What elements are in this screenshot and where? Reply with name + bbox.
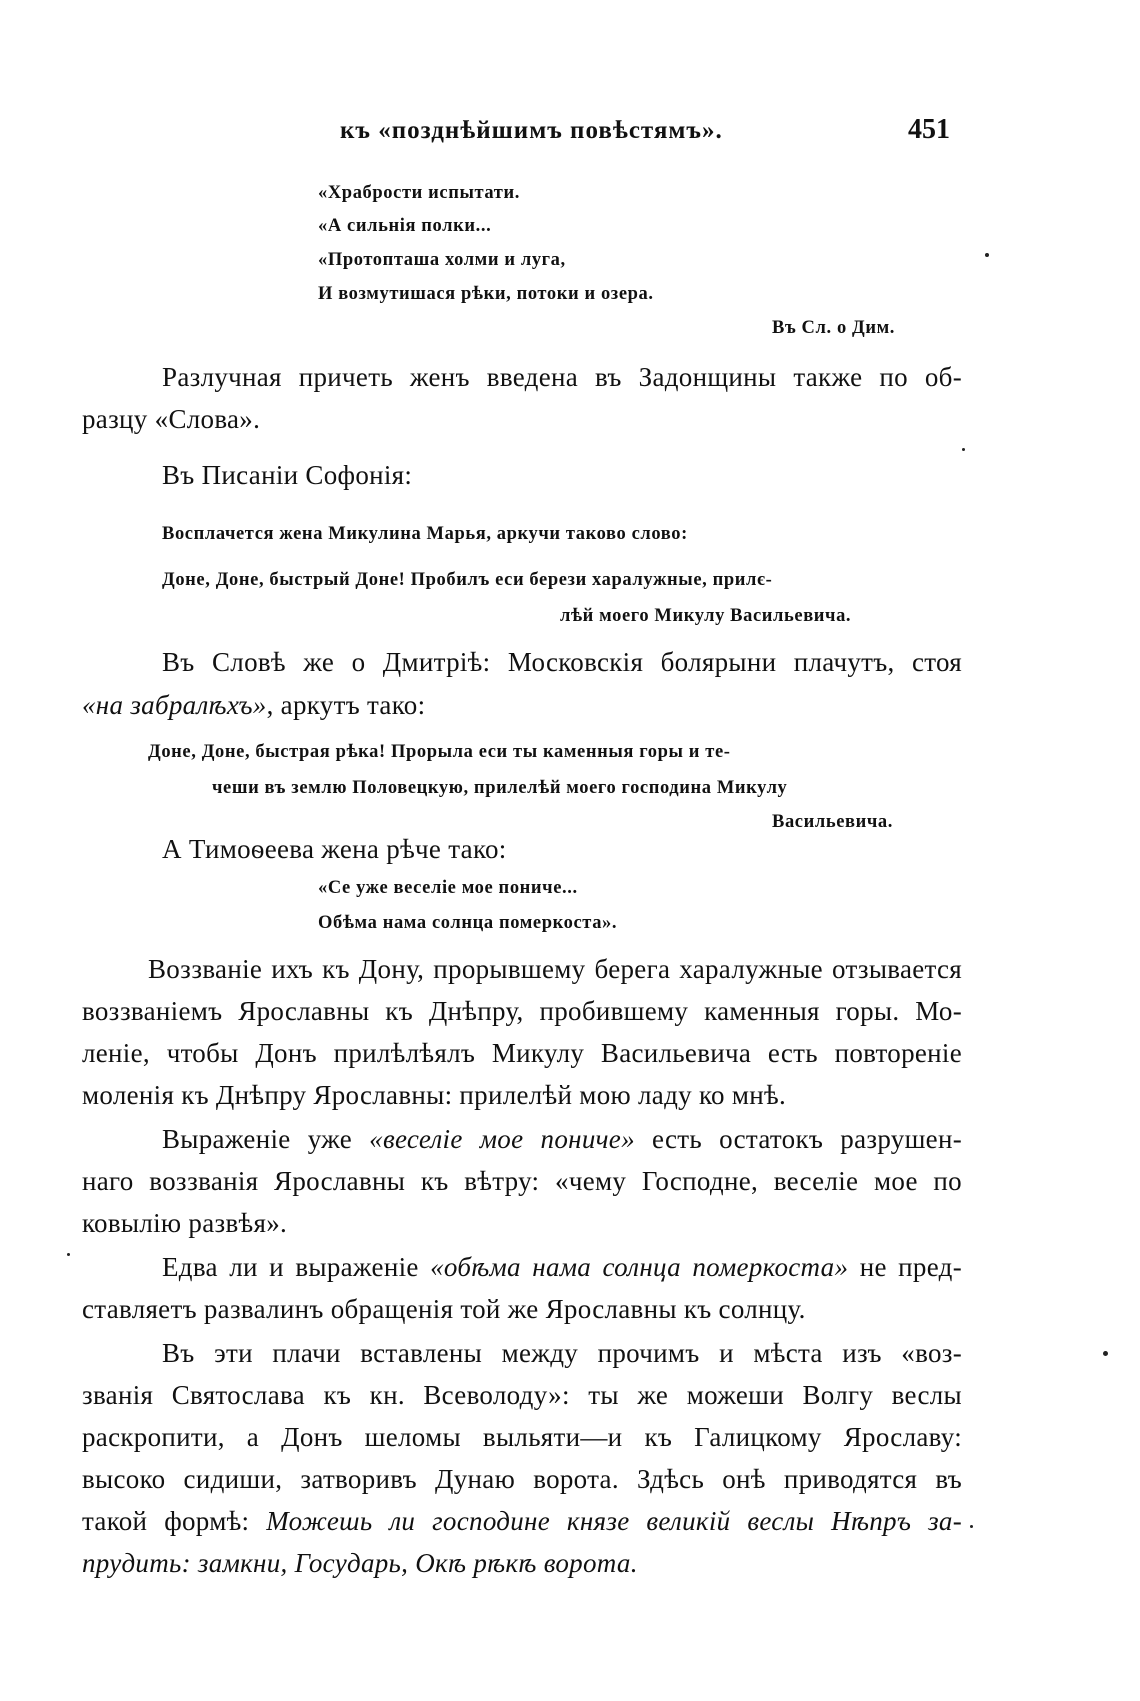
quote-line: лѣй моего Микулу Васильевича. — [560, 606, 852, 626]
paragraph-line: Въ эти плачи вставлены между прочимъ и мѣста изъ «воз- — [162, 1338, 962, 1368]
paragraph-line — [162, 1124, 962, 1155]
paragraph-line: наго воззванія Ярославны къ вѣтру: «чему Господне, веселіе мое по — [82, 1166, 962, 1196]
italic-phrase: «веселіе мое пониче» — [369, 1124, 635, 1154]
text-run: не пред- — [848, 1252, 962, 1282]
print-speck — [67, 1253, 70, 1256]
italic-phrase: «на забралѣхъ» — [82, 690, 267, 720]
text-run: Выраженіе уже — [162, 1124, 370, 1154]
running-header: къ «позднѣйшимъ повѣстямъ». — [340, 117, 723, 144]
print-speck — [985, 253, 989, 257]
poem-line: «Протопташа холми и луга, — [318, 250, 566, 270]
quote-line: Васильевича. — [772, 812, 893, 832]
quote-line: Восплачется жена Микулина Марья, аркучи таково слово: — [162, 524, 688, 544]
paragraph-line: воззваніемъ Ярославны къ Днѣпру, пробившему каменныя горы. Мо- — [82, 996, 962, 1026]
quote-line: Обѣма нама солнца померкоста». — [318, 913, 618, 933]
text-run: , аркутъ тако: — [266, 690, 426, 720]
poem-line: И возмутишася рѣки, потоки и озера. — [318, 284, 654, 304]
paragraph-line: Въ Словѣ же о Дмитріѣ: Московскія болярыни плачутъ, стоя — [162, 647, 962, 677]
text-run: такой формѣ: — [82, 1506, 267, 1536]
quote-line: чеши въ землю Половецкую, прилелѣй моего господина Микулу — [212, 778, 788, 798]
poem-line: «А сильнія полки... — [318, 216, 492, 236]
quote-line: «Се уже веселіе мое пониче... — [318, 878, 578, 898]
text-run: Едва ли и выраженіе — [162, 1252, 431, 1282]
paragraph-line: ставляетъ развалинъ обращенія той же Ярославны къ солнцу. — [82, 1294, 806, 1324]
print-speck — [962, 448, 965, 451]
poem-line: «Храбрости испытати. — [318, 183, 520, 203]
section-heading: Въ Писаніи Софонія: — [162, 460, 413, 490]
paragraph-line: А Тимоѳеева жена рѣче тако: — [162, 834, 507, 864]
page-number: 451 — [908, 114, 950, 145]
paragraph-line — [82, 1548, 638, 1579]
paragraph-line — [82, 690, 425, 721]
paragraph-line: леніе, чтобы Донъ прилѣлѣялъ Микулу Васильевича есть повтореніе — [82, 1038, 962, 1068]
paragraph-line — [82, 1506, 962, 1537]
paragraph-line — [162, 1252, 962, 1283]
paragraph-line: разцу «Слова». — [82, 404, 261, 434]
print-speck — [1103, 1351, 1108, 1356]
paragraph-line: Разлучная причеть женъ введена въ Задонщины также по об- — [162, 362, 962, 392]
paragraph-line: моленія къ Днѣпру Ярославны: прилелѣй мою ладу ко мнѣ. — [82, 1080, 787, 1110]
paragraph-line: высоко сидиши, затворивъ Дунаю ворота. Здѣсь онѣ приводятся въ — [82, 1464, 962, 1494]
text-run: есть остатокъ разрушен- — [634, 1124, 962, 1154]
italic-phrase: «обѣма нама солнца померкоста» — [430, 1252, 849, 1282]
paragraph-line: званія Святослава къ кн. Всеволоду»: ты же можеши Волгу веслы — [82, 1380, 962, 1410]
italic-phrase: Можешь ли господине князе великій веслы Нѣпръ за- — [266, 1506, 962, 1536]
paragraph-line: Воззваніе ихъ къ Дону, прорывшему берега харалужные отзывается — [148, 954, 962, 984]
quote-line: Доне, Доне, быстрая рѣка! Прорыла еси ты каменныя горы и те- — [148, 742, 731, 762]
quote-line: Доне, Доне, быстрый Доне! Пробилъ еси берези харалужные, прилє- — [162, 570, 773, 590]
poem-source: Въ Сл. о Дим. — [772, 318, 896, 338]
italic-phrase: прудить: замкни, Государь, Окѣ рѣкѣ ворота. — [82, 1548, 638, 1578]
print-speck — [970, 1525, 973, 1528]
paragraph-line: раскропити, а Донъ шеломы выльяти—и къ Галицкому Ярославу: — [82, 1422, 962, 1452]
paragraph-line: ковылію развѣя». — [82, 1208, 288, 1238]
